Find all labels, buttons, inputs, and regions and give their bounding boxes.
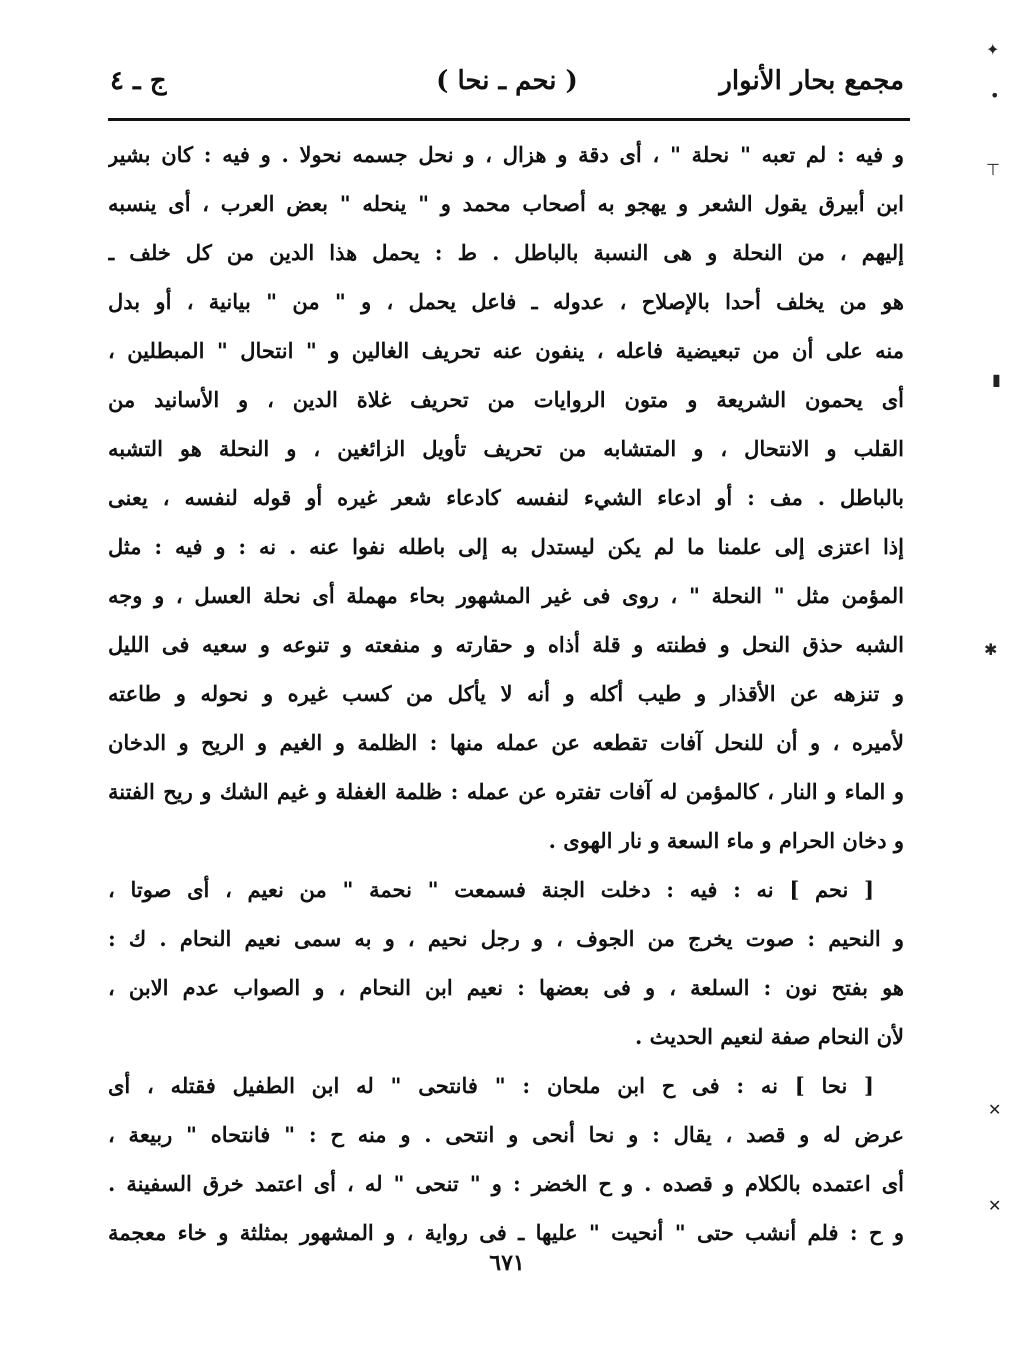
text-line: و دخان الحرام و ماء السعة و نار الهوى . [548, 828, 904, 853]
text-line: إذا اعتزى إلى علمنا ما لم يكن ليستدل به إلى باطله نفوا عنه . نه : و فيه : مثل [108, 534, 904, 559]
text-line: و تنزهه عن الأقذار و طيب أكله و أنه لا يأكل من كسب غيره و نحوله و طاعته [108, 681, 904, 706]
text-line: و فيه : لم تعبه " نحلة " ، أى دقة و هزال ، و نحل جسمه نحولا . و فيه : كان بشير [108, 142, 904, 167]
scan-mark-icon: • [990, 86, 1000, 105]
volume-number: ج ـ ٤ [110, 66, 167, 96]
scan-mark-icon: ✱ [984, 640, 998, 659]
text-line: عرض له و قصد ، يقال : و نحا أنحى و انتحى . و منه ح : " فانتحاه " ربيعة ، [108, 1122, 904, 1147]
text-line: القلب و الانتحال ، و المتشابه من تحريف تأويل الزائغين ، و النحلة هو التشبه [108, 436, 904, 461]
text-line: لأميره ، و أن للنحل آفات تقطعه عن عمله منها : الظلمة و الغيم و الريح و الدخان [108, 730, 904, 755]
text-line: أى اعتمده بالكلام و قصده . و ح الخضر : و " تنحى " له ، أى اعتمد خرق السفينة . [108, 1171, 904, 1196]
book-title: مجمع بحار الأنوار [719, 66, 904, 96]
scan-mark-icon: ✕ [988, 1100, 1002, 1119]
text-line: إليهم ، من النحلة و هى النسبة بالباطل . ط : يحمل هذا الدين من كل خلف ـ [108, 240, 904, 265]
text-line: هو بفتح نون : السلعة ، و فى بعضها : نعيم ابن النحام ، و الصواب عدم الابن ، [108, 975, 904, 1000]
text-line: ابن أبيرق يقول الشعر و يهجو به أصحاب محمد و " ينحله " بعض العرب ، أى ينسبه [108, 191, 904, 216]
header-rule [108, 118, 910, 121]
text-line: و النحيم : صوت يخرج من الجوف ، و رجل نحيم ، و به سمى نعيم النحام . ك : [108, 926, 904, 951]
entry-range: ( نحم ـ نحا ) [436, 66, 578, 96]
entry-heading-line: [ نحم ] نه : فيه : دخلت الجنة فسمعت " نحمة " من نعيم ، أى صوتا ، [108, 877, 874, 902]
scan-mark-icon: ✕ [988, 1196, 1002, 1215]
text-line: لأن النحام صفة لنعيم الحديث . [635, 1024, 904, 1049]
text-line: المؤمن مثل " النحلة " ، روى فى غير المشهور بحاء مهملة أى نحلة العسل ، و وجه [108, 583, 904, 608]
scan-mark-icon: ⊤ [986, 160, 1000, 179]
text-line: أى يحمون الشريعة و متون الروايات من تحريف غلاة الدين ، و الأسانيد من [108, 387, 904, 412]
text-line: و ح : فلم أنشب حتى " أنحيت " عليها ـ فى رواية ، و المشهور بمثلثة و خاء معجمة [108, 1220, 904, 1245]
text-line: منه على أن من تبعيضية فاعله ، ينفون عنه تحريف الغالين و " انتحال " المبطلين ، [108, 338, 904, 363]
text-line: الشبه حذق النحل و فطنته و قلة أذاه و حقارته و منفعته و تنوعه و سعيه فى الليل [108, 632, 904, 657]
text-line: و الماء و النار ، كالمؤمن له آفات تفتره عن عمله : ظلمة الغفلة و غيم الشك و ريح الفتنة [108, 779, 904, 804]
page-header [110, 62, 904, 110]
entry-heading-line: [ نحا ] نه : فى ح ابن ملحان : " فانتحى " له ابن الطفيل فقتله ، أى [108, 1073, 874, 1098]
scan-mark-icon: ▮ [992, 370, 1001, 389]
page-number: ٦٧١ [489, 1250, 525, 1276]
body-text [108, 130, 904, 1257]
text-line: بالباطل . مف : أو ادعاء الشيء لنفسه كادعاء شعر غيره أو قوله لنفسه ، يعنى [108, 485, 904, 510]
scan-mark-icon: ✦ [986, 40, 1000, 59]
text-line: هو من يخلف أحدا بالإصلاح ، عدوله ـ فاعل يحمل ، و " من " بيانية ، أو بدل [108, 289, 904, 314]
